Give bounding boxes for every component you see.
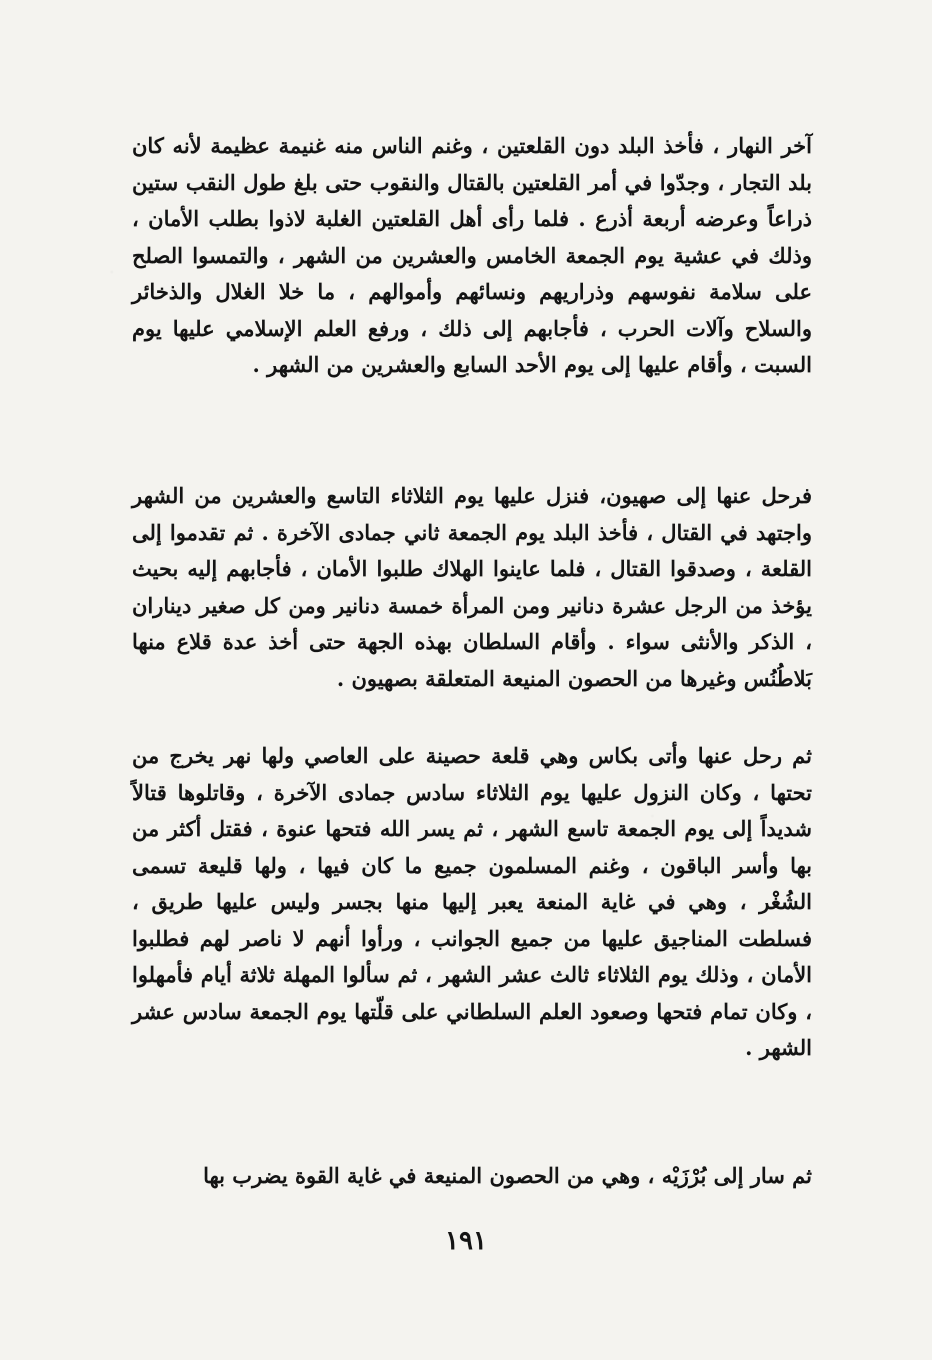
page-number: ١٩١ <box>445 1226 487 1256</box>
paragraph-text: آخر النهار ، فأخذ البلد دون القلعتين ، وغنم الناس منه غنيمة عظيمة لأنه كان بلد التجار ، وجدّوا في أمر القلعتين بالقتال والنقوب حتى بلغ طول النقب ستين ذراعاً وعرضه أربعة أذرع . فلما رأى أهل القلعتين الغلبة لاذوا بطلب الأمان ، وذلك في عشية يوم الجمعة الخامس والعشرين من الشهر ، والتمسوا الصلح على سلامة نفوسهم وذراريهم ونسائهم وأموالهم ، ما خلا الغلال والذخائر والسلاح وآلات الحرب ، فأجابهم إلى ذلك ، ورفع العلم الإسلامي عليها يوم السبت ، وأقام عليها إلى يوم الأحد السابع والعشرين من الشهر . <box>132 133 812 377</box>
paragraph-3 <box>132 738 812 1067</box>
paragraph-text: فرحل عنها إلى صهيون، فنزل عليها يوم الثلاثاء التاسع والعشرين من الشهر واجتهد في القتال ، فأخذ البلد يوم الجمعة ثاني جمادى الآخرة . ثم تقدموا إلى القلعة ، وصدقوا القتال ، فلما عاينوا الهلاك طلبوا الأمان ، فأجابهم إليه بحيث يؤخذ من الرجل عشرة دنانير ومن المرأة خمسة دنانير ومن كل صغير ديناران ، الذكر والأنثى سواء . وأقام السلطان بهذه الجهة حتى أخذ عدة قلاع منها بَلاطُنُس وغيرها من الحصون المنيعة المتعلقة بصهيون . <box>132 483 812 691</box>
paragraph-4 <box>132 1158 812 1195</box>
paragraph-text: ثم رحل عنها وأتى بكاس وهي قلعة حصينة على العاصي ولها نهر يخرج من تحتها ، وكان النزول عليها يوم الثلاثاء سادس جمادى الآخرة ، وقاتلوها قتالاً شديداً إلى يوم الجمعة تاسع الشهر ، ثم يسر الله فتحها عنوة ، فقتل أكثر من بها وأسر الباقون ، وغنم المسلمون جميع ما كان فيها ، ولها قليعة تسمى الشُغْر ، وهي في غاية المنعة يعبر إليها منها بجسر وليس عليها طريق ، فسلطت المناجيق عليها من جميع الجوانب ، ورأوا أنهم لا ناصر لهم فطلبوا الأمان ، وذلك يوم الثلاثاء ثالث عشر الشهر ، ثم سألوا المهلة ثلاثة أيام فأمهلوا ، وكان تمام فتحها وصعود العلم السلطاني على قلّتها يوم الجمعة سادس عشر الشهر . <box>132 743 812 1060</box>
paragraph-1 <box>132 128 812 384</box>
paragraph-text: ثم سار إلى بُرْزَيْه ، وهي من الحصون المنيعة في غاية القوة يضرب بها <box>203 1163 812 1188</box>
paragraph-2 <box>132 478 812 697</box>
